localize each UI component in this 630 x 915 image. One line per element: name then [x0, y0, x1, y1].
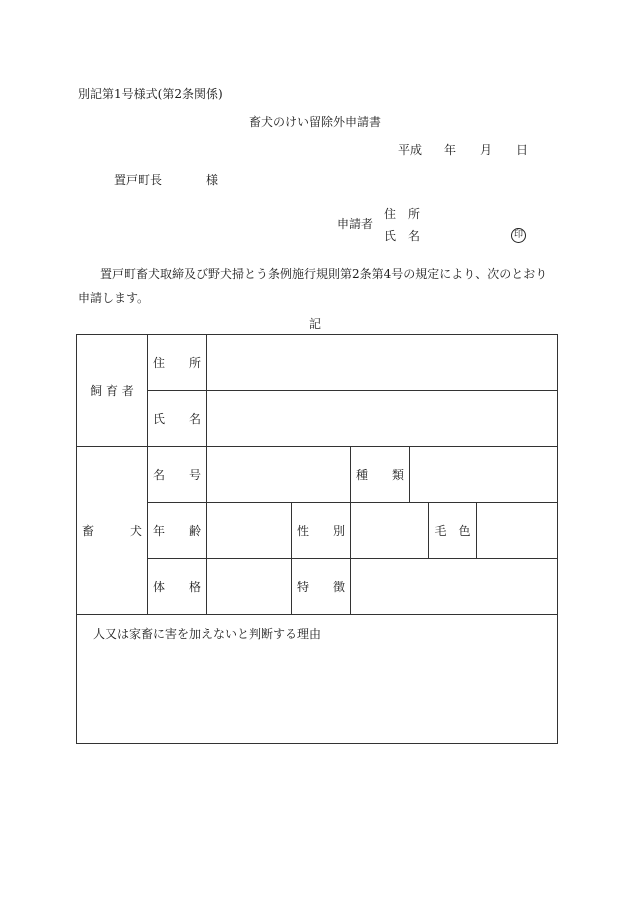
- date-month: 月: [480, 143, 493, 157]
- owner-name-label: 氏 名: [148, 391, 207, 447]
- applicant-address-label: 住 所: [384, 207, 421, 221]
- breed-label: 種 類: [351, 447, 410, 503]
- dog-age-row: [77, 503, 558, 559]
- breed-field[interactable]: [410, 447, 558, 503]
- build-field[interactable]: [207, 559, 292, 615]
- age-label: 年 齢: [148, 503, 207, 559]
- form-number-label: 別記第1号様式(第2条関係): [78, 87, 223, 101]
- request-statement: 置戸町畜犬取締及び野犬掃とう条例施行規則第2条第4号の規定により、次のとおり申請します。: [78, 267, 548, 305]
- date-day: 日: [516, 143, 529, 157]
- color-label: 毛 色: [429, 503, 477, 559]
- reason-row: [77, 615, 558, 744]
- addressee-name: 置戸町長: [114, 173, 163, 187]
- sex-label: 性 別: [292, 503, 351, 559]
- owner-name-field[interactable]: [207, 391, 558, 447]
- reason-label: 人又は家畜に害を加えないと判断する理由: [93, 627, 322, 641]
- features-field[interactable]: [351, 559, 558, 615]
- owner-address-row: [77, 335, 558, 391]
- dog-build-row: [77, 559, 558, 615]
- dog-name-label: 名 号: [148, 447, 207, 503]
- seal-mark: 印: [511, 228, 526, 243]
- owner-address-field[interactable]: [207, 335, 558, 391]
- addressee-honorific: 様: [206, 173, 219, 187]
- color-field[interactable]: [477, 503, 558, 559]
- features-label: 特 徴: [292, 559, 351, 615]
- dog-name-field[interactable]: [207, 447, 351, 503]
- applicant-label: 申請者: [337, 217, 374, 231]
- applicant-name-label: 氏 名: [384, 229, 421, 243]
- application-table: [76, 334, 558, 744]
- owner-header: 飼 育 者: [77, 335, 148, 447]
- age-field[interactable]: [207, 503, 292, 559]
- build-label: 体 格: [148, 559, 207, 615]
- owner-name-row: [77, 391, 558, 447]
- reason-field[interactable]: [77, 615, 558, 744]
- document-title: 畜犬のけい留除外申請書: [248, 115, 381, 129]
- date-year: 年: [444, 143, 457, 157]
- sex-field[interactable]: [351, 503, 429, 559]
- ki-heading: 記: [308, 317, 321, 331]
- dog-header: 畜 犬: [77, 447, 148, 615]
- owner-address-label: 住 所: [148, 335, 207, 391]
- dog-name-row: [77, 447, 558, 503]
- date-era: 平成: [398, 143, 423, 157]
